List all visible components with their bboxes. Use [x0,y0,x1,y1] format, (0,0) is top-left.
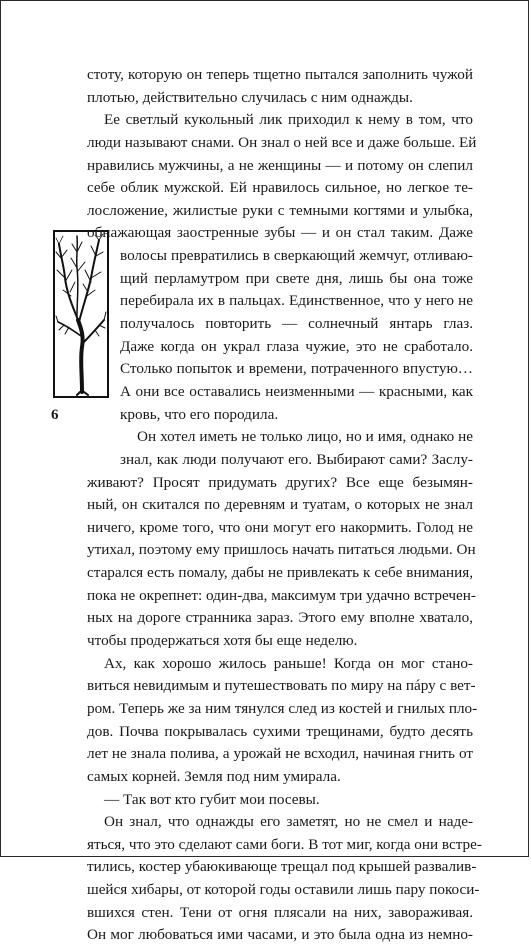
text-line: себе облик мужской. Ей нравилось сильное, но легкое те- [87,179,473,197]
text-line: щий перламутром при свете дня, лишь бы она тоже [120,269,473,287]
text-line: чтобы продержаться хотя бы еще неделю. [87,632,358,650]
text-line: яться, что это сделают сами боги. В тот миг, когда они встре- [87,835,482,853]
text-line: Даже когда он украл глаза чужие, это не сработало. [120,337,473,355]
text-line: — Так вот кто губит мои посевы. [104,790,320,808]
text-line: старался есть помалу, дабы не привлекать к себе внимания, [87,564,473,582]
text-line: Он мог любоваться ими часами, и это была одна из немно- [87,926,473,944]
text-line: ничего, кроме того, что они могут его накормить. Голод не [87,518,473,536]
text-line: нравились мужчины, а не женщины — и потому он слепил [87,156,473,174]
text-line: Он хотел иметь не только лицо, но и имя, однако не [137,428,473,446]
text-line: тились, костер убаюкивающе трещал под крышей развалив- [87,858,477,876]
text-line: получалось повторить — солнечный янтарь глаз. [120,315,473,333]
text-line: стоту, которую он теперь тщетно пытался заполнить чужой [87,66,473,83]
text-line: лосложение, жилистые руки с темными когтями и улыбка, [87,201,473,219]
text-line: Он знал, что однажды его заметят, но не смел и наде- [104,813,473,831]
text-line: волосы превратились в сверкающий жемчуг, отливаю- [120,247,473,265]
text-line: знал, как люди получают его. Выбирают сами? Заслу- [120,450,473,468]
text-line: лет не знала полива, а урожай не всходил, начиная гнить от [87,745,473,763]
text-line: вшихся стен. Тени от огня плясали на них, завораживая. [87,903,473,921]
text-line: люди называют снами. Он знал о ней все и даже больше. Ей [87,133,477,151]
text-line: кровь, что его породила. [120,405,279,423]
text-line: пока не окрепнет: один-два, максимум три удачно встречен- [87,586,476,604]
text-line: живают? Просят придумать других? Все еще безымян- [87,473,473,491]
body-text [87,64,482,947]
text-line: А они все оставались неизменными — красными, как [120,382,473,400]
text-line: ный, он скитался по деревням и туатам, о которых не знал [87,496,473,514]
text-line: самых корней. Земля под ним умирала. [87,767,341,785]
text-line: шейся хибары, от которой годы оставили лишь пару покоси- [87,881,480,899]
text-line: Ах, как хорошо жилось раньше! Когда он мог стано- [104,654,473,672]
text-line: Ее светлый кукольный лик приходил к нему в том, что [104,111,473,129]
page-number: 6 [51,407,59,423]
text-line: дов. Почва покрывалась сухими трещинами, будто десять [87,722,473,740]
text-line: обнажающая заостренные зубы — и он стал таким. Даже [87,224,473,242]
text-line: перебирала их в пальцах. Единственное, что у него не [120,292,473,310]
text-line: Столько попыток и времени, потраченного впустую… [120,360,473,378]
text-line: виться невидимым и путешествовать по миру на пáру с вет- [87,677,476,695]
text-line: утихал, поэтому ему пришлось начать питаться людьми. Он [87,541,476,559]
text-line: плотью, действительно случилась с ним однажды. [87,88,413,106]
text-line: ром. Теперь же за ним тянулся след из костей и гнилых пло- [87,699,478,717]
text-line: ных на дороге странника зараз. Этого ему вполне хватало, [87,609,473,627]
